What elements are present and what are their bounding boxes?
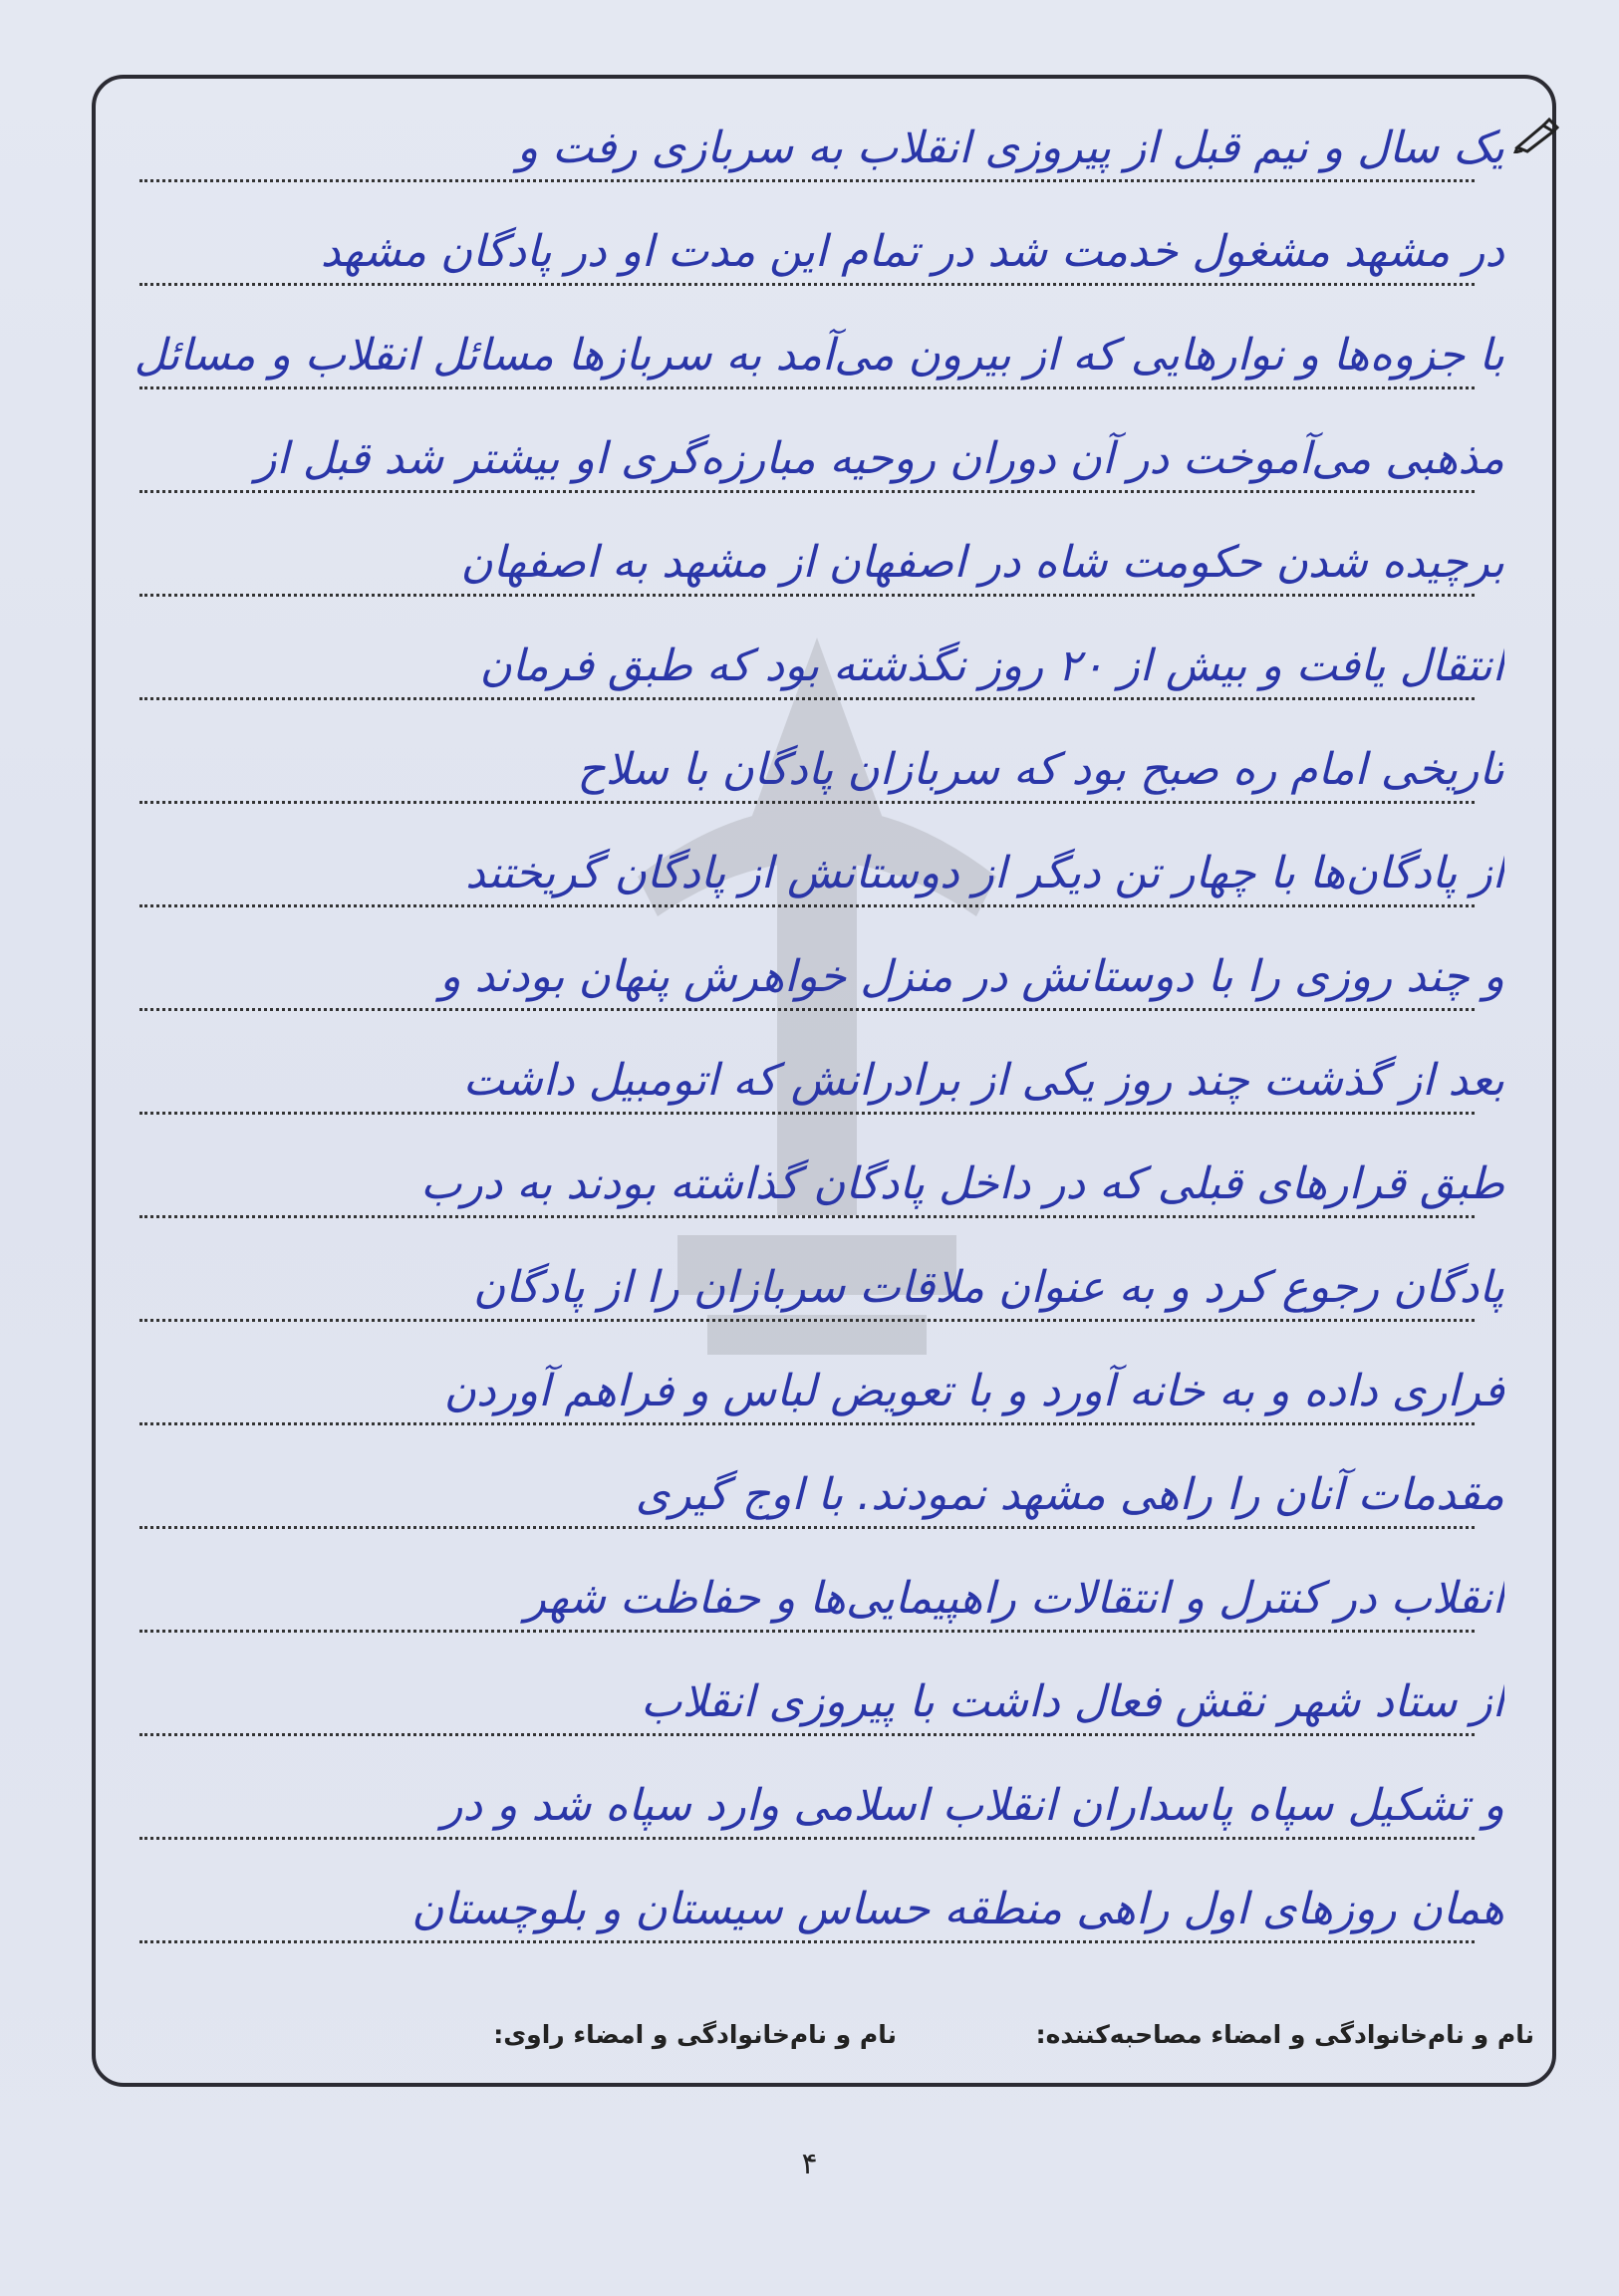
dotted-rule: [139, 594, 1475, 597]
handwritten-text: مقدمات آنان را راهی مشهد نمودند. با اوج گیری: [635, 1469, 1504, 1520]
dotted-rule: [139, 1630, 1475, 1633]
handwritten-line: [100, 1856, 1544, 1959]
handwritten-line: [100, 1752, 1544, 1856]
dotted-rule: [139, 283, 1475, 286]
handwritten-line: [100, 1441, 1544, 1545]
handwritten-text: یک سال و نیم قبل از پیروزی انقلاب به سربازی رفت و: [516, 123, 1504, 173]
handwritten-text: در مشهد مشغول خدمت شد در تمام این مدت او در پادگان مشهد: [320, 226, 1504, 277]
handwritten-text: طبق قرارهای قبلی که در داخل پادگان گذاشته بودند به درب: [420, 1158, 1504, 1209]
handwritten-line: [100, 95, 1544, 198]
handwritten-line: [100, 923, 1544, 1027]
handwritten-line: [100, 1338, 1544, 1441]
handwritten-text: مذهبی می‌آموخت در آن دوران روحیه مبارزه‌گری او بیشتر شد قبل از: [255, 433, 1504, 484]
handwritten-text: و تشکیل سپاه پاسداران انقلاب اسلامی وارد سپاه شد و در: [441, 1780, 1504, 1831]
handwritten-text: برچیده شدن حکومت شاه در اصفهان از مشهد به اصفهان: [460, 537, 1504, 588]
dotted-rule: [139, 1112, 1475, 1115]
handwritten-line: [100, 1131, 1544, 1234]
handwritten-text: انقلاب در کنترل و انتقالات راهپیمایی‌ها و حفاظت شهر: [524, 1573, 1504, 1624]
dotted-rule: [139, 1319, 1475, 1322]
dotted-rule: [139, 1940, 1475, 1943]
handwritten-text: از ستاد شهر نقش فعال داشت با پیروزی انقلاب: [641, 1676, 1504, 1727]
dotted-rule: [139, 697, 1475, 700]
handwritten-text: تاریخی امام ره صبح بود که سربازان پادگان با سلاح: [577, 744, 1504, 795]
handwritten-line: [100, 1234, 1544, 1338]
dotted-rule: [139, 1422, 1475, 1425]
handwritten-text: و چند روزی را با دوستانش در منزل خواهرش پنهان بودند و: [439, 951, 1504, 1002]
interviewer-signature-label: نام و نام‌خانوادگی و امضاء مصاحبه‌کننده:: [1035, 2020, 1534, 2049]
handwritten-line: [100, 198, 1544, 302]
handwritten-text: بعد از گذشت چند روز یکی از برادرانش که اتومبیل داشت: [462, 1055, 1504, 1106]
dotted-rule: [139, 1526, 1475, 1529]
handwritten-text: با جزوه‌ها و نوارهایی که از بیرون می‌آمد به سربازها مسائل انقلاب و مسائل: [134, 330, 1504, 381]
page-number: ۴: [801, 2147, 818, 2181]
handwritten-text: از پادگان‌ها با چهار تن دیگر از دوستانش از پادگان گریختند: [465, 848, 1504, 898]
handwritten-text: انتقال یافت و بیش از ۲۰ روز نگذشته بود که طبق فرمان: [479, 640, 1504, 691]
dotted-rule: [139, 1008, 1475, 1011]
signature-footer: [110, 2012, 1544, 2062]
handwritten-line: [100, 1027, 1544, 1131]
handwritten-text: همان روزهای اول راهی منطقه حساس سیستان و بلوچستان: [411, 1884, 1504, 1934]
handwritten-text: فراری داده و به خانه آورد و با تعویض لباس و فراهم آوردن: [443, 1366, 1504, 1416]
narrator-signature-label: نام و نام‌خانوادگی و امضاء راوی:: [493, 2020, 897, 2049]
dotted-rule: [139, 490, 1475, 493]
dotted-rule: [139, 386, 1475, 389]
dotted-rule: [139, 801, 1475, 804]
handwritten-line: [100, 509, 1544, 613]
dotted-rule: [139, 904, 1475, 907]
handwritten-line: [100, 1649, 1544, 1752]
handwritten-line: [100, 820, 1544, 923]
dotted-rule: [139, 1733, 1475, 1736]
dotted-rule: [139, 1837, 1475, 1840]
handwritten-line: [100, 1545, 1544, 1649]
handwritten-line: [100, 405, 1544, 509]
handwritten-text: پادگان رجوع کرد و به عنوان ملاقات سربازان را از پادگان: [472, 1262, 1504, 1313]
handwriting-area: [100, 95, 1544, 1987]
dotted-rule: [139, 179, 1475, 182]
handwritten-line: [100, 716, 1544, 820]
dotted-rule: [139, 1215, 1475, 1218]
handwritten-line: [100, 302, 1544, 405]
handwritten-line: [100, 613, 1544, 716]
